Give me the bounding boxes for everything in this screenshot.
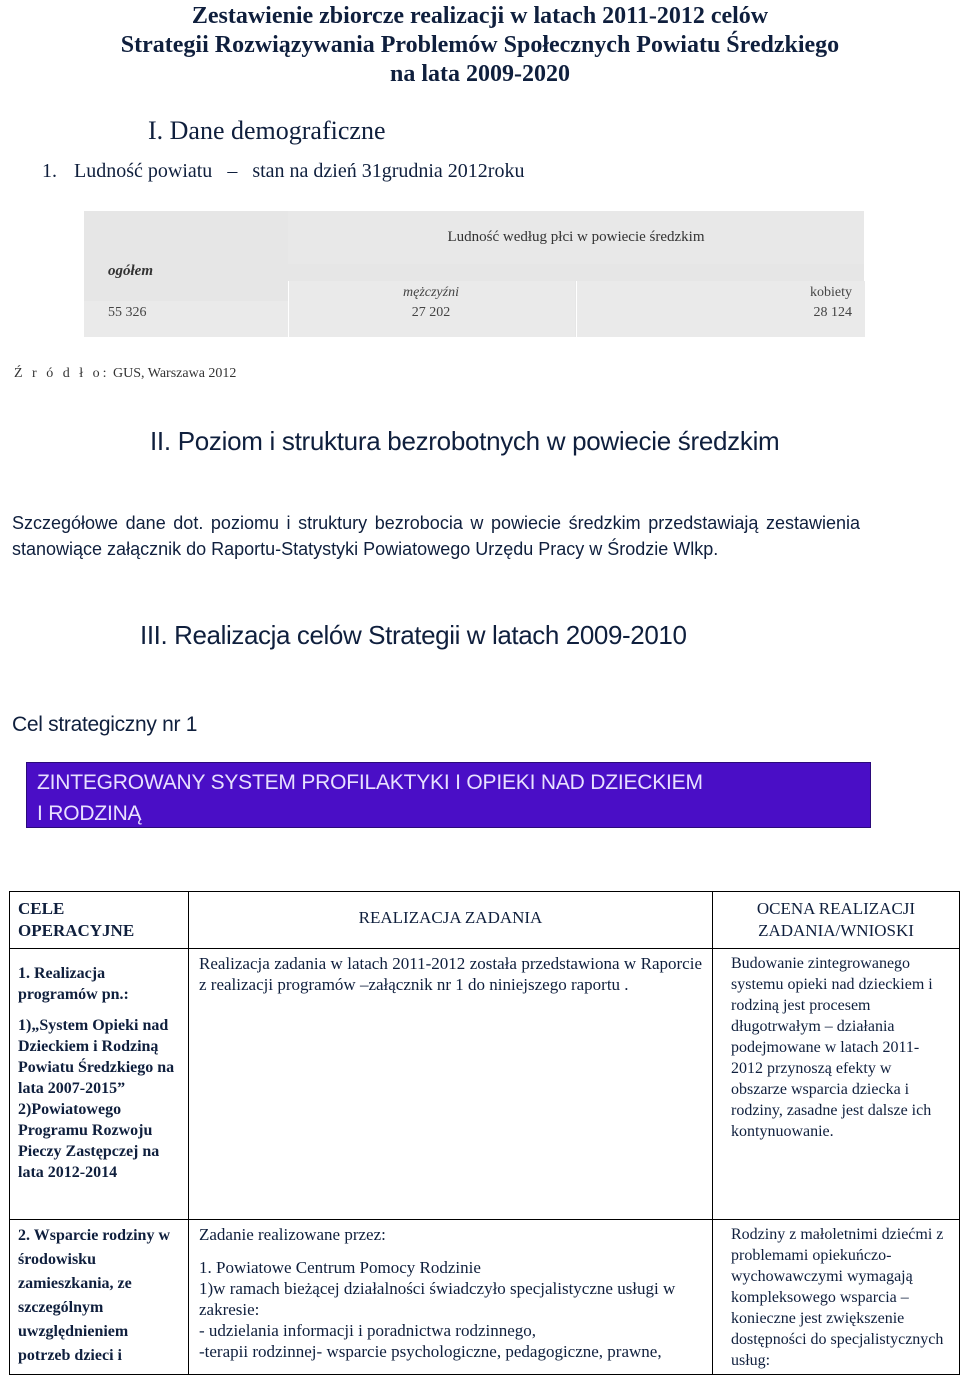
row2-intro: Zadanie realizowane przez: <box>199 1225 386 1244</box>
document-title <box>0 2 960 89</box>
source-prefix: Ź r ó d ł o: <box>14 366 110 381</box>
row1-goal-part3: 2)Powiatowego Programu Rozwoju Pieczy Zastępczej na lata 2012-2014 <box>18 1101 160 1181</box>
title-line-1: Zestawienie zbiorcze realizacji w latach 2011-2012 celów <box>191 3 769 29</box>
subsection1-number: 1. <box>42 160 57 182</box>
source-note <box>14 366 236 382</box>
table-row <box>10 892 960 949</box>
row1-evaluation-cell <box>713 949 960 1220</box>
header-evaluation: OCENA REALIZACJI ZADANIA/WNIOSKI <box>756 899 916 940</box>
header-cell-evaluation <box>713 892 960 949</box>
strategic-goal-label: Cel strategiczny nr 1 <box>12 713 198 736</box>
header-realization: REALIZACJA ZADANIA <box>358 908 543 927</box>
row2-org: 1. Powiatowe Centrum Pomocy Rodzinie <box>199 1258 481 1277</box>
population-women-value: 28 124 <box>813 305 852 320</box>
subsection1-rest: stan na dzień 31grudnia 2012roku <box>252 160 525 182</box>
population-men-label: mężczyźni <box>403 285 459 300</box>
population-total-label: ogółem <box>108 263 153 279</box>
row1-realization-cell <box>189 949 713 1220</box>
subsection1-heading <box>42 160 524 183</box>
header-cell-realization <box>189 892 713 949</box>
header-cell-goals <box>10 892 189 949</box>
row1-goal-part2: 1)„System Opieki nad Dzieckiem i Rodziną Powiatu Średzkiego na lata 2007-2015” <box>18 1017 175 1097</box>
row2-line3: -terapii rodzinnej- wsparcie psychologiczne, pedagogiczne, prawne, <box>199 1342 662 1361</box>
section2-heading: II. Poziom i struktura bezrobotnych w powiecie średzkim <box>150 426 780 456</box>
row2-line1: 1)w ramach bieżącej działalności świadczyło specjalistyczne usługi w zakresie: <box>199 1279 676 1319</box>
row2-goal-cell <box>10 1220 189 1375</box>
section2-paragraph: Szczegółowe dane dot. poziomu i struktury bezrobocia w powiecie średzkim przedstawiają zestawienia stanowiące załącznik do Raportu-Statystyki Powiatowego Urzędu Pracy w Środzie Wlkp. <box>12 513 860 559</box>
table-row <box>10 1220 960 1375</box>
strategic-goal-band <box>26 762 871 828</box>
title-line-3: na lata 2009-2020 <box>390 61 570 87</box>
row1-realization: Realizacja zadania w latach 2011-2012 została przedstawiona w Raporcie z realizacji programów –załącznik nr 1 do niniejszego raportu . <box>199 954 702 994</box>
population-table <box>84 211 864 337</box>
subsection1-dash: – <box>227 160 238 182</box>
source-text: GUS, Warszawa 2012 <box>113 366 237 381</box>
strategic-goal-band-line1: ZINTEGROWANY SYSTEM PROFILAKTYKI I OPIEKI NAD DZIECKIEM <box>37 771 703 794</box>
population-table-header: Ludność według płci w powiecie średzkim <box>447 229 705 245</box>
row2-evaluation: Rodziny z małoletnimi dziećmi z problemami opiekuńczo-wychowawczymi wymagają kompleksowego wsparcia –konieczne jest zwiększenie dostępności do specjalistycznych usług: <box>731 1226 944 1369</box>
population-men-value: 27 202 <box>411 305 451 320</box>
section1-heading: I. Dane demograficzne <box>148 116 386 145</box>
population-women-label: kobiety <box>810 285 852 300</box>
row1-goal-cell <box>10 949 189 1220</box>
header-goals: CELE OPERACYJNE <box>18 899 135 940</box>
operational-goals-table <box>9 891 960 1375</box>
title-line-2: Strategii Rozwiązywania Problemów Społecznych Powiatu Średzkiego <box>120 32 840 58</box>
row1-goal-part1: 1. Realizacja programów pn.: <box>18 965 129 1003</box>
row2-realization-cell <box>189 1220 713 1375</box>
strategic-goal-band-line2: I RODZINĄ <box>37 802 142 825</box>
row2-goal: 2. Wsparcie rodziny w środowisku zamieszkania, ze szczególnym uwzględnieniem potrzeb dzieci i <box>18 1227 171 1364</box>
row2-line2: - udzielania informacji i poradnictwa rodzinnego, <box>199 1321 537 1340</box>
strategic-goal-band-text <box>37 767 860 829</box>
row1-evaluation: Budowanie zintegrowanego systemu opieki nad dzieckiem i rodziną jest procesem długotrwałym – działania podejmowane w latach 2011-2012 przynoszą efekty w obszarze wsparcia dziecka i rodziny, zasadne jest dalsze ich kontynuowanie. <box>731 955 933 1140</box>
table-row <box>10 949 960 1220</box>
row2-evaluation-cell <box>713 1220 960 1375</box>
subsection1-text: Ludność powiatu <box>74 160 213 182</box>
population-total-value: 55 326 <box>108 305 147 320</box>
section3-heading: III. Realizacja celów Strategii w latach 2009-2010 <box>140 620 687 650</box>
